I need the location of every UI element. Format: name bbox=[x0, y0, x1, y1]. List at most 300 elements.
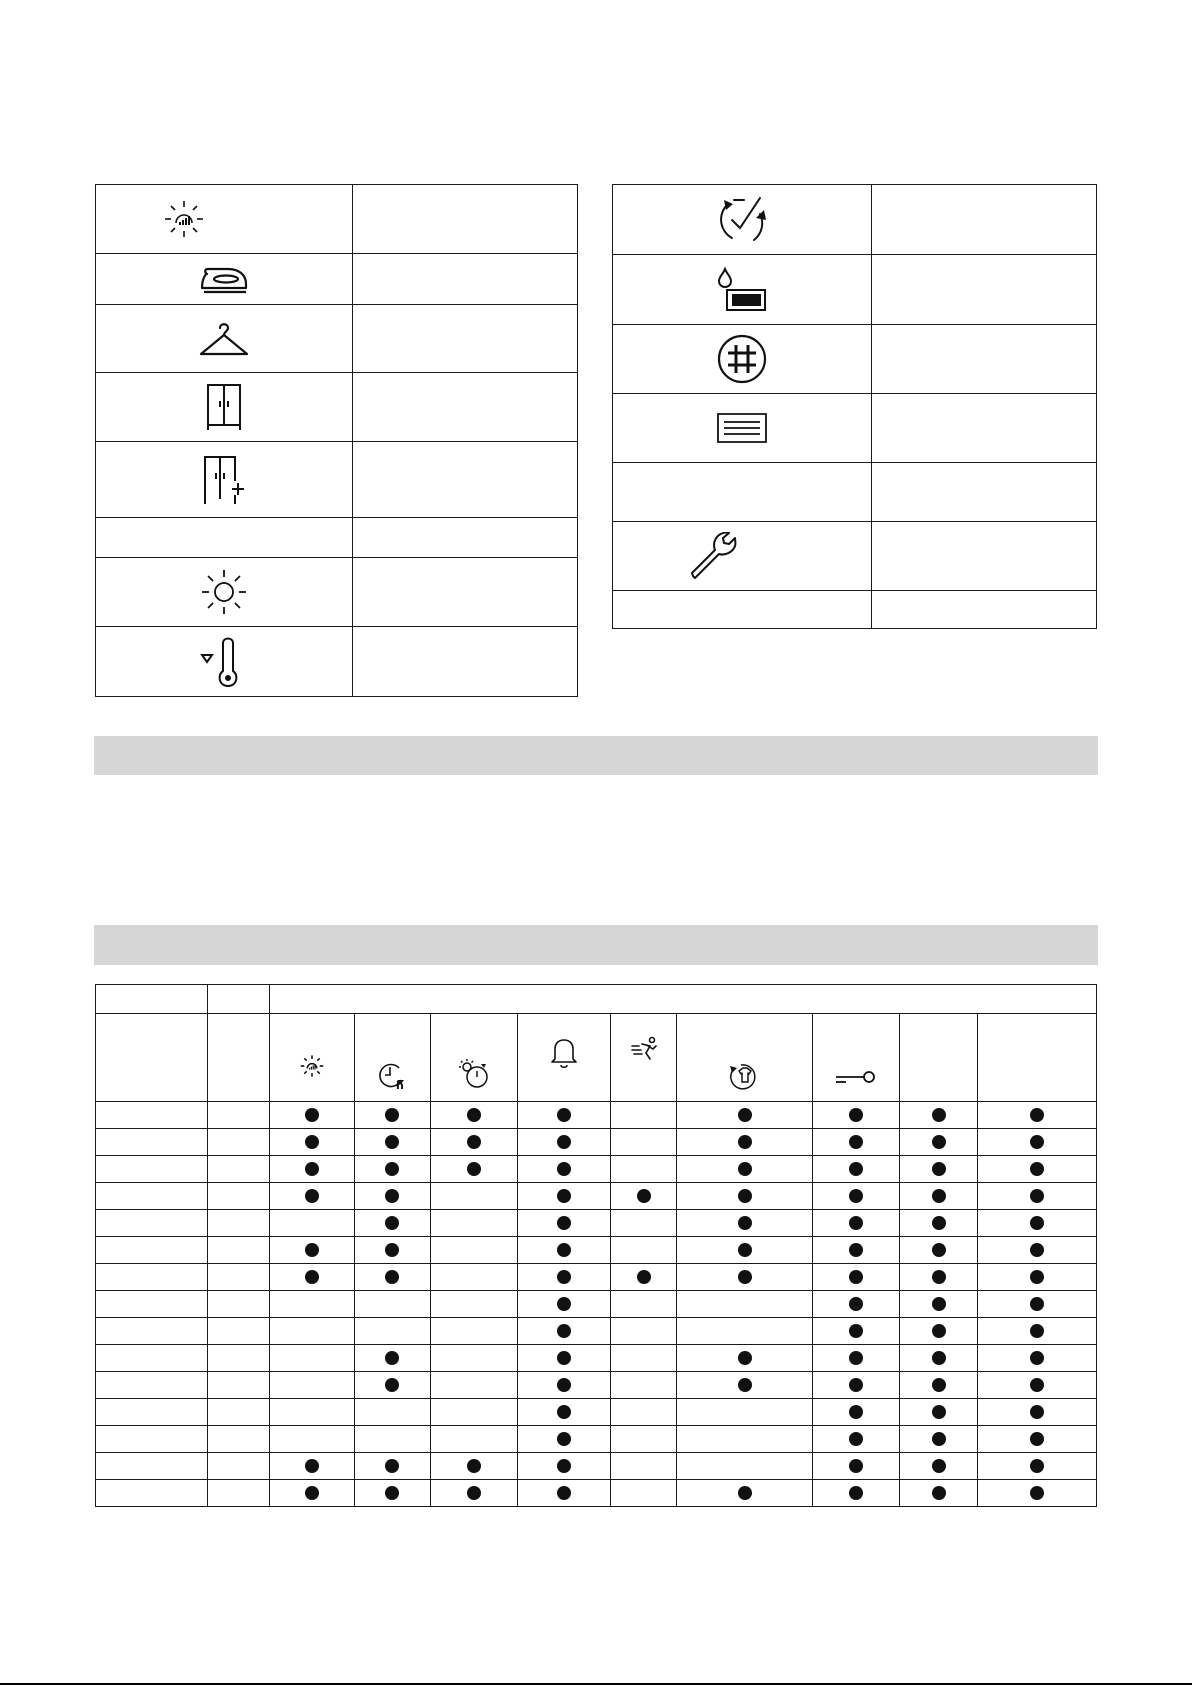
available-dot-icon bbox=[738, 1135, 752, 1149]
available-dot-icon bbox=[932, 1216, 946, 1230]
option-cell bbox=[978, 1291, 1097, 1318]
column-icon-cell bbox=[813, 1014, 900, 1102]
table-row bbox=[96, 1210, 1097, 1237]
option-cell bbox=[900, 1453, 978, 1480]
available-dot-icon bbox=[557, 1216, 571, 1230]
wrench-icon bbox=[689, 532, 743, 580]
option-cell bbox=[900, 1291, 978, 1318]
program-name-cell bbox=[96, 1156, 208, 1183]
option-cell bbox=[900, 1399, 978, 1426]
available-dot-icon bbox=[467, 1162, 481, 1176]
table-row bbox=[96, 1480, 1097, 1507]
available-dot-icon bbox=[1030, 1459, 1044, 1473]
option-cell bbox=[269, 1453, 354, 1480]
symbols-table-left bbox=[95, 184, 578, 697]
available-dot-icon bbox=[1030, 1135, 1044, 1149]
option-cell bbox=[430, 1399, 517, 1426]
available-dot-icon bbox=[849, 1297, 863, 1311]
available-dot-icon bbox=[557, 1297, 571, 1311]
symbol-cell bbox=[96, 558, 353, 627]
symbol-cell bbox=[96, 254, 353, 305]
available-dot-icon bbox=[849, 1351, 863, 1365]
available-dot-icon bbox=[385, 1162, 399, 1176]
column-icon-cell bbox=[900, 1014, 978, 1102]
option-cell bbox=[900, 1156, 978, 1183]
available-dot-icon bbox=[932, 1459, 946, 1473]
option-cell bbox=[269, 1372, 354, 1399]
available-dot-icon bbox=[849, 1486, 863, 1500]
available-dot-icon bbox=[385, 1351, 399, 1365]
option-cell bbox=[677, 1183, 813, 1210]
program-name-cell bbox=[96, 1237, 208, 1264]
option-cell bbox=[430, 1129, 517, 1156]
option-cell bbox=[354, 1264, 430, 1291]
available-dot-icon bbox=[932, 1486, 946, 1500]
program-value-cell bbox=[207, 1129, 269, 1156]
available-dot-icon bbox=[305, 1486, 319, 1500]
cupboard-plus-icon bbox=[201, 455, 247, 505]
available-dot-icon bbox=[849, 1432, 863, 1446]
program-value-cell bbox=[207, 1453, 269, 1480]
available-dot-icon bbox=[385, 1378, 399, 1392]
option-cell bbox=[269, 1318, 354, 1345]
option-cell bbox=[813, 1210, 900, 1237]
option-cell bbox=[269, 1237, 354, 1264]
description-cell bbox=[871, 394, 1096, 463]
program-value-cell bbox=[207, 1372, 269, 1399]
available-dot-icon bbox=[1030, 1324, 1044, 1338]
table-row bbox=[96, 1129, 1097, 1156]
symbol-cell bbox=[613, 522, 872, 591]
option-cell bbox=[354, 1318, 430, 1345]
option-cell bbox=[430, 1264, 517, 1291]
header-cell bbox=[269, 985, 1096, 1014]
option-cell bbox=[813, 1345, 900, 1372]
program-name-cell bbox=[96, 1399, 208, 1426]
option-cell bbox=[813, 1372, 900, 1399]
available-dot-icon bbox=[385, 1189, 399, 1203]
option-cell bbox=[978, 1264, 1097, 1291]
option-cell bbox=[611, 1291, 677, 1318]
available-dot-icon bbox=[1030, 1270, 1044, 1284]
table-row bbox=[96, 1372, 1097, 1399]
available-dot-icon bbox=[305, 1270, 319, 1284]
table-header-row bbox=[96, 985, 1097, 1014]
option-cell bbox=[978, 1237, 1097, 1264]
time-dry-icon bbox=[457, 1058, 491, 1090]
symbol-cell bbox=[613, 394, 872, 463]
program-name-cell bbox=[96, 1453, 208, 1480]
option-cell bbox=[611, 1129, 677, 1156]
option-cell bbox=[611, 1399, 677, 1426]
option-cell bbox=[269, 1210, 354, 1237]
anti-crease-icon bbox=[727, 1062, 763, 1090]
option-cell bbox=[978, 1156, 1097, 1183]
available-dot-icon bbox=[1030, 1486, 1044, 1500]
symbol-cell bbox=[613, 255, 872, 325]
option-cell bbox=[813, 1264, 900, 1291]
option-cell bbox=[354, 1291, 430, 1318]
option-cell bbox=[611, 1345, 677, 1372]
option-cell bbox=[677, 1210, 813, 1237]
header-cell bbox=[207, 1014, 269, 1102]
column-icon-cell bbox=[978, 1014, 1097, 1102]
available-dot-icon bbox=[1030, 1297, 1044, 1311]
option-cell bbox=[517, 1129, 611, 1156]
available-dot-icon bbox=[932, 1351, 946, 1365]
available-dot-icon bbox=[557, 1270, 571, 1284]
program-value-cell bbox=[207, 1237, 269, 1264]
option-cell bbox=[813, 1480, 900, 1507]
available-dot-icon bbox=[738, 1108, 752, 1122]
available-dot-icon bbox=[849, 1243, 863, 1257]
available-dot-icon bbox=[637, 1270, 651, 1284]
option-cell bbox=[430, 1480, 517, 1507]
auto-dry-level-icon bbox=[299, 1054, 325, 1078]
available-dot-icon bbox=[1030, 1108, 1044, 1122]
symbol-cell bbox=[613, 185, 872, 255]
quick-icon bbox=[630, 1036, 658, 1062]
child-lock-icon bbox=[834, 1068, 878, 1088]
option-cell bbox=[611, 1237, 677, 1264]
available-dot-icon bbox=[932, 1135, 946, 1149]
option-cell bbox=[269, 1156, 354, 1183]
column-icon-cell bbox=[517, 1014, 611, 1102]
description-cell bbox=[352, 254, 577, 305]
column-icon-cell bbox=[611, 1014, 677, 1102]
option-cell bbox=[813, 1237, 900, 1264]
option-cell bbox=[517, 1102, 611, 1129]
available-dot-icon bbox=[738, 1243, 752, 1257]
option-cell bbox=[611, 1426, 677, 1453]
option-cell bbox=[813, 1318, 900, 1345]
option-cell bbox=[813, 1399, 900, 1426]
description-cell bbox=[352, 442, 577, 518]
available-dot-icon bbox=[849, 1405, 863, 1419]
symbol-cell bbox=[96, 627, 353, 697]
available-dot-icon bbox=[557, 1405, 571, 1419]
symbol-cell bbox=[613, 325, 872, 394]
available-dot-icon bbox=[557, 1459, 571, 1473]
option-cell bbox=[354, 1453, 430, 1480]
header-cell bbox=[96, 1014, 208, 1102]
program-value-cell bbox=[207, 1102, 269, 1129]
available-dot-icon bbox=[305, 1108, 319, 1122]
header-cell bbox=[207, 985, 269, 1014]
available-dot-icon bbox=[305, 1189, 319, 1203]
program-value-cell bbox=[207, 1264, 269, 1291]
option-cell bbox=[354, 1372, 430, 1399]
available-dot-icon bbox=[849, 1108, 863, 1122]
option-cell bbox=[900, 1237, 978, 1264]
available-dot-icon bbox=[385, 1216, 399, 1230]
option-cell bbox=[430, 1183, 517, 1210]
option-cell bbox=[677, 1102, 813, 1129]
symbol-cell bbox=[613, 591, 872, 629]
option-cell bbox=[354, 1345, 430, 1372]
available-dot-icon bbox=[385, 1243, 399, 1257]
column-icon-cell bbox=[677, 1014, 813, 1102]
section-header-bar bbox=[94, 925, 1098, 965]
cupboard-icon bbox=[204, 383, 244, 431]
option-cell bbox=[900, 1426, 978, 1453]
available-dot-icon bbox=[385, 1459, 399, 1473]
option-cell bbox=[900, 1183, 978, 1210]
available-dot-icon bbox=[557, 1324, 571, 1338]
description-cell bbox=[871, 255, 1096, 325]
available-dot-icon bbox=[557, 1162, 571, 1176]
option-cell bbox=[677, 1156, 813, 1183]
option-cell bbox=[677, 1399, 813, 1426]
available-dot-icon bbox=[932, 1324, 946, 1338]
option-cell bbox=[677, 1453, 813, 1480]
available-dot-icon bbox=[557, 1243, 571, 1257]
column-icon-cell bbox=[430, 1014, 517, 1102]
available-dot-icon bbox=[305, 1459, 319, 1473]
svg-text:h: h bbox=[396, 1079, 404, 1090]
table-row bbox=[96, 1264, 1097, 1291]
option-cell bbox=[517, 1210, 611, 1237]
available-dot-icon bbox=[557, 1135, 571, 1149]
option-cell bbox=[354, 1102, 430, 1129]
available-dot-icon bbox=[467, 1135, 481, 1149]
low-temperature-icon bbox=[199, 635, 249, 689]
delay-hours-icon bbox=[377, 1060, 407, 1090]
program-name-cell bbox=[96, 1210, 208, 1237]
available-dot-icon bbox=[849, 1270, 863, 1284]
option-cell bbox=[978, 1399, 1097, 1426]
available-dot-icon bbox=[385, 1108, 399, 1122]
section-header-bar bbox=[94, 736, 1098, 775]
available-dot-icon bbox=[1030, 1189, 1044, 1203]
available-dot-icon bbox=[557, 1432, 571, 1446]
option-cell bbox=[269, 1102, 354, 1129]
option-cell bbox=[978, 1345, 1097, 1372]
option-cell bbox=[354, 1237, 430, 1264]
option-cell bbox=[430, 1453, 517, 1480]
description-cell bbox=[352, 518, 577, 558]
available-dot-icon bbox=[738, 1486, 752, 1500]
available-dot-icon bbox=[932, 1189, 946, 1203]
option-cell bbox=[354, 1480, 430, 1507]
option-cell bbox=[611, 1372, 677, 1399]
available-dot-icon bbox=[557, 1378, 571, 1392]
option-cell bbox=[354, 1210, 430, 1237]
option-cell bbox=[517, 1345, 611, 1372]
option-cell bbox=[677, 1318, 813, 1345]
option-cell bbox=[611, 1480, 677, 1507]
option-cell bbox=[517, 1183, 611, 1210]
table-row bbox=[96, 1156, 1097, 1183]
description-cell bbox=[871, 185, 1096, 255]
option-cell bbox=[611, 1156, 677, 1183]
header-cell bbox=[96, 985, 208, 1014]
available-dot-icon bbox=[1030, 1405, 1044, 1419]
option-cell bbox=[269, 1399, 354, 1426]
option-cell bbox=[430, 1372, 517, 1399]
option-cell bbox=[611, 1210, 677, 1237]
option-cell bbox=[813, 1156, 900, 1183]
option-cell bbox=[900, 1210, 978, 1237]
option-cell bbox=[269, 1264, 354, 1291]
available-dot-icon bbox=[849, 1189, 863, 1203]
program-value-cell bbox=[207, 1426, 269, 1453]
option-cell bbox=[354, 1426, 430, 1453]
available-dot-icon bbox=[932, 1243, 946, 1257]
available-dot-icon bbox=[557, 1189, 571, 1203]
option-cell bbox=[517, 1372, 611, 1399]
bell-icon bbox=[549, 1037, 579, 1069]
option-cell bbox=[430, 1426, 517, 1453]
option-cell bbox=[978, 1183, 1097, 1210]
option-cell bbox=[611, 1318, 677, 1345]
available-dot-icon bbox=[738, 1216, 752, 1230]
option-cell bbox=[517, 1426, 611, 1453]
option-cell bbox=[677, 1237, 813, 1264]
table-row bbox=[96, 1345, 1097, 1372]
available-dot-icon bbox=[849, 1162, 863, 1176]
option-cell bbox=[900, 1345, 978, 1372]
available-dot-icon bbox=[738, 1378, 752, 1392]
program-name-cell bbox=[96, 1291, 208, 1318]
table-row bbox=[96, 1183, 1097, 1210]
option-cell bbox=[517, 1264, 611, 1291]
option-cell bbox=[611, 1264, 677, 1291]
program-name-cell bbox=[96, 1102, 208, 1129]
available-dot-icon bbox=[849, 1216, 863, 1230]
description-cell bbox=[871, 591, 1096, 629]
program-name-cell bbox=[96, 1345, 208, 1372]
table-row bbox=[96, 1318, 1097, 1345]
program-name-cell bbox=[96, 1183, 208, 1210]
option-cell bbox=[978, 1318, 1097, 1345]
available-dot-icon bbox=[932, 1432, 946, 1446]
option-cell bbox=[611, 1183, 677, 1210]
available-dot-icon bbox=[738, 1270, 752, 1284]
available-dot-icon bbox=[305, 1135, 319, 1149]
table-row bbox=[96, 1237, 1097, 1264]
option-cell bbox=[430, 1345, 517, 1372]
available-dot-icon bbox=[385, 1270, 399, 1284]
description-cell bbox=[352, 185, 577, 254]
symbol-cell bbox=[96, 442, 353, 518]
available-dot-icon bbox=[305, 1162, 319, 1176]
water-container-icon bbox=[715, 266, 769, 314]
available-dot-icon bbox=[849, 1135, 863, 1149]
available-dot-icon bbox=[849, 1324, 863, 1338]
available-dot-icon bbox=[467, 1108, 481, 1122]
option-cell bbox=[677, 1480, 813, 1507]
option-cell bbox=[813, 1129, 900, 1156]
symbol-cell bbox=[613, 463, 872, 522]
option-cell bbox=[677, 1291, 813, 1318]
available-dot-icon bbox=[738, 1189, 752, 1203]
option-cell bbox=[900, 1318, 978, 1345]
option-cell bbox=[900, 1102, 978, 1129]
option-cell bbox=[677, 1426, 813, 1453]
option-cell bbox=[900, 1372, 978, 1399]
option-cell bbox=[354, 1129, 430, 1156]
option-cell bbox=[269, 1480, 354, 1507]
program-value-cell bbox=[207, 1210, 269, 1237]
description-cell bbox=[352, 305, 577, 373]
option-cell bbox=[354, 1183, 430, 1210]
available-dot-icon bbox=[738, 1351, 752, 1365]
program-name-cell bbox=[96, 1264, 208, 1291]
available-dot-icon bbox=[385, 1486, 399, 1500]
option-cell bbox=[611, 1102, 677, 1129]
available-dot-icon bbox=[557, 1108, 571, 1122]
symbol-cell bbox=[96, 185, 353, 254]
option-cell bbox=[269, 1183, 354, 1210]
option-cell bbox=[517, 1156, 611, 1183]
description-cell bbox=[871, 522, 1096, 591]
available-dot-icon bbox=[1030, 1216, 1044, 1230]
available-dot-icon bbox=[849, 1459, 863, 1473]
option-cell bbox=[978, 1426, 1097, 1453]
hanger-icon bbox=[197, 319, 251, 359]
program-name-cell bbox=[96, 1426, 208, 1453]
option-cell bbox=[354, 1156, 430, 1183]
program-value-cell bbox=[207, 1318, 269, 1345]
available-dot-icon bbox=[932, 1297, 946, 1311]
option-cell bbox=[813, 1291, 900, 1318]
available-dot-icon bbox=[385, 1135, 399, 1149]
available-dot-icon bbox=[932, 1162, 946, 1176]
symbols-table-right bbox=[612, 184, 1097, 629]
program-name-cell bbox=[96, 1372, 208, 1399]
table-row bbox=[96, 1102, 1097, 1129]
option-cell bbox=[517, 1291, 611, 1318]
available-dot-icon bbox=[1030, 1378, 1044, 1392]
program-value-cell bbox=[207, 1156, 269, 1183]
available-dot-icon bbox=[467, 1486, 481, 1500]
description-cell bbox=[352, 627, 577, 697]
symbol-cell bbox=[96, 305, 353, 373]
available-dot-icon bbox=[305, 1243, 319, 1257]
symbol-cell bbox=[96, 373, 353, 442]
program-name-cell bbox=[96, 1480, 208, 1507]
condenser-icon bbox=[716, 412, 768, 444]
option-cell bbox=[978, 1210, 1097, 1237]
auto-dry-level-icon bbox=[162, 199, 206, 239]
available-dot-icon bbox=[1030, 1351, 1044, 1365]
option-cell bbox=[900, 1129, 978, 1156]
column-icon-cell bbox=[269, 1014, 354, 1102]
available-dot-icon bbox=[932, 1405, 946, 1419]
option-cell bbox=[677, 1264, 813, 1291]
available-dot-icon bbox=[1030, 1432, 1044, 1446]
option-cell bbox=[354, 1399, 430, 1426]
table-icon-row bbox=[96, 1014, 1097, 1102]
option-cell bbox=[430, 1291, 517, 1318]
table-row bbox=[96, 1399, 1097, 1426]
option-cell bbox=[677, 1372, 813, 1399]
option-cell bbox=[677, 1129, 813, 1156]
option-cell bbox=[269, 1426, 354, 1453]
cycle-check-icon bbox=[714, 194, 770, 246]
option-cell bbox=[611, 1453, 677, 1480]
option-cell bbox=[978, 1102, 1097, 1129]
program-value-cell bbox=[207, 1345, 269, 1372]
available-dot-icon bbox=[932, 1270, 946, 1284]
option-cell bbox=[813, 1453, 900, 1480]
program-value-cell bbox=[207, 1183, 269, 1210]
options-table bbox=[95, 984, 1097, 1507]
option-cell bbox=[978, 1129, 1097, 1156]
option-cell bbox=[677, 1345, 813, 1372]
option-cell bbox=[269, 1345, 354, 1372]
